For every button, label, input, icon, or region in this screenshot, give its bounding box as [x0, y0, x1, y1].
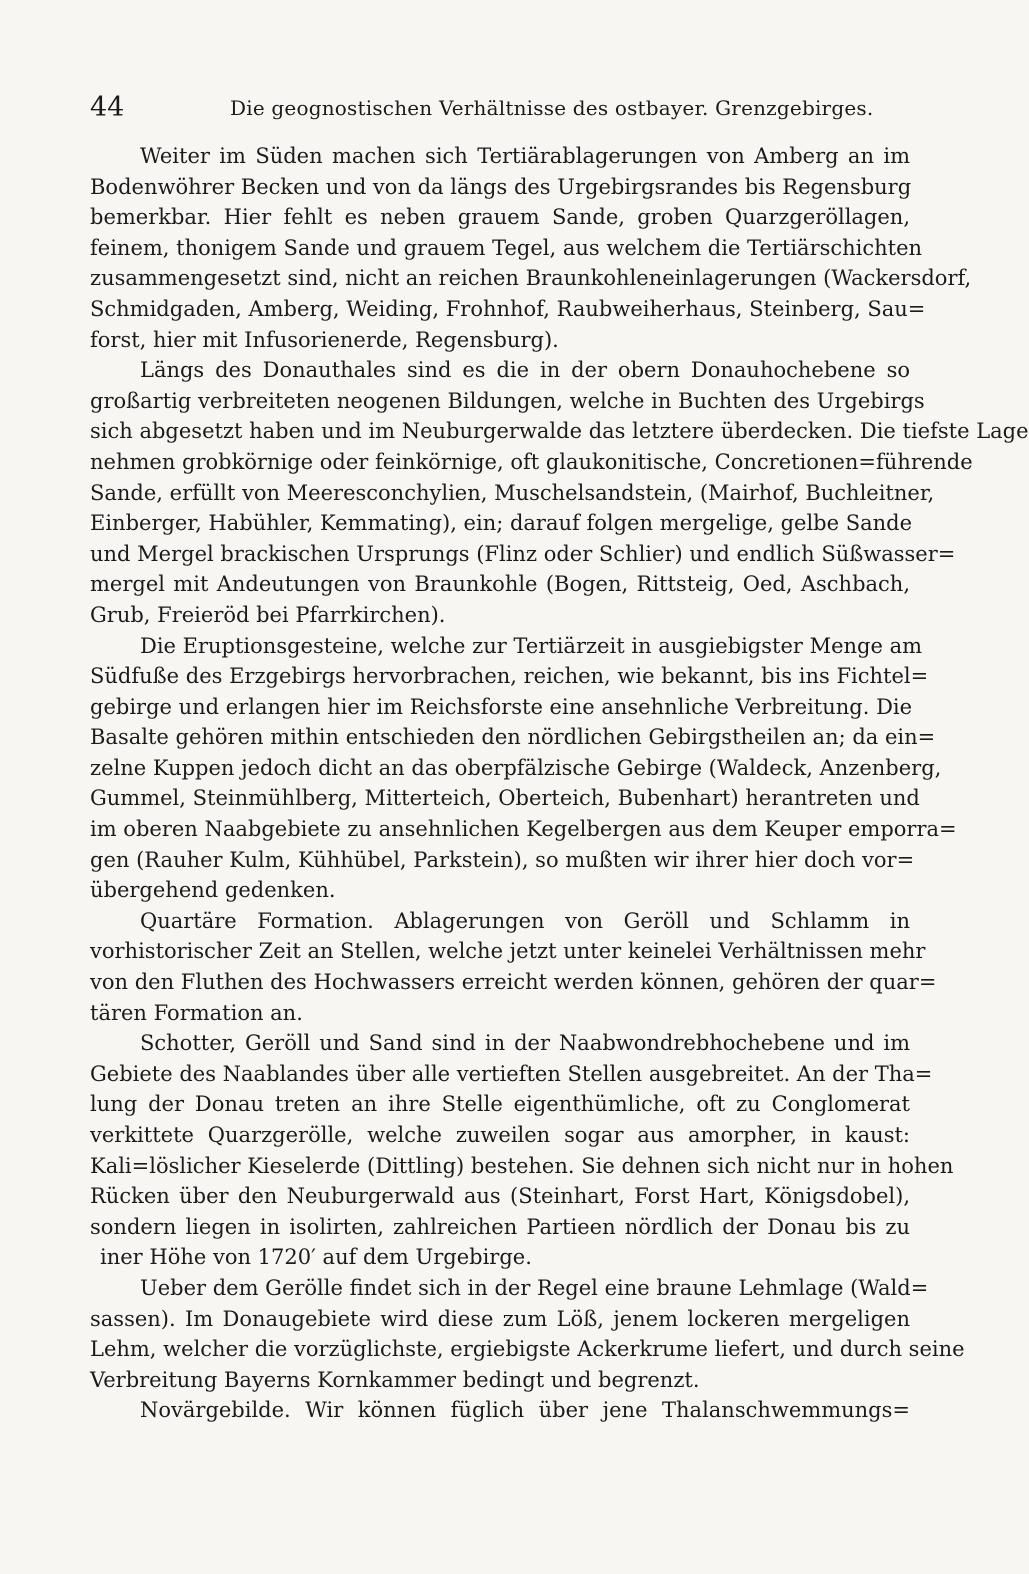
text-line: lung der Donau treten an ihre Stelle eigenthümliche, oft zu Conglomerat [90, 1092, 910, 1117]
text-line: tären Formation an. [90, 1000, 303, 1025]
body-text [90, 141, 1029, 1426]
text-line: mergel mit Andeutungen von Braunkohle (Bogen, Rittsteig, Oed, Aschbach, [90, 572, 910, 597]
text-line: iner Höhe von 1720′ auf dem Urgebirge. [100, 1245, 532, 1270]
text-line: Schotter, Geröll und Sand sind in der Naabwondrebhochebene und im [140, 1031, 910, 1056]
text-line: und Mergel brackischen Ursprungs (Flinz oder Schlier) und endlich Süßwasser= [90, 541, 956, 566]
text-line: Ueber dem Gerölle findet sich in der Regel eine braune Lehmlage (Wald= [140, 1275, 929, 1300]
text-line: Längs des Donauthales sind es die in der obern Donauhochebene so [140, 358, 910, 383]
running-head: Die geognostischen Verhältnisse des ostbayer. Grenzgebirges. [230, 96, 874, 120]
text-line: feinem, thonigem Sande und grauem Tegel, aus welchem die Tertiärschichten [90, 235, 923, 260]
text-line: gen (Rauher Kulm, Kühhübel, Parkstein), so mußten wir ihrer hier doch vor= [90, 847, 915, 872]
page-header [90, 88, 910, 128]
text-line: Schmidgaden, Amberg, Weiding, Frohnhof, Raubweiherhaus, Steinberg, Sau= [90, 296, 926, 321]
text-line: zelne Kuppen jedoch dicht an das oberpfälzische Gebirge (Waldeck, Anzenberg, [90, 755, 942, 780]
text-line: Einberger, Habühler, Kemmating), ein; darauf folgen mergelige, gelbe Sande [90, 511, 913, 536]
text-line: vorhistorischer Zeit an Stellen, welche jetzt unter keinelei Verhältnissen mehr [90, 939, 926, 964]
text-line: Südfuße des Erzgebirgs hervorbrachen, reichen, wie bekannt, bis ins Fichtel= [90, 664, 929, 689]
section-heading-line: Novärgebilde. Wir können füglich über jene Thalanschwemmungs= [140, 1398, 910, 1423]
text-line: Bodenwöhrer Becken und von da längs des Urgebirgsrandes bis Regensburg [90, 174, 912, 199]
text-line: Die Eruptionsgesteine, welche zur Tertiärzeit in ausgiebigster Menge am [140, 633, 923, 658]
text-line: gebirge und erlangen hier im Reichsforste eine ansehnliche Verbreitung. Die [90, 694, 913, 719]
text-line: Kali=löslicher Kieselerde (Dittling) bestehen. Sie dehnen sich nicht nur in hohen [90, 1153, 954, 1178]
text-line: sondern liegen in isolirten, zahlreichen Partieen nördlich der Donau bis zu [90, 1214, 910, 1239]
text-line: bemerkbar. Hier fehlt es neben grauem Sande, groben Quarzgeröllagen, [90, 205, 910, 230]
text-line: Gummel, Steinmühlberg, Mitterteich, Oberteich, Bubenhart) herantreten und [90, 786, 920, 811]
text-line: Basalte gehören mithin entschieden den nördlichen Gebirgstheilen an; da ein= [90, 725, 936, 750]
text-line: Sande, erfüllt von Meeresconchylien, Muschelsandstein, (Mairhof, Buchleitner, [90, 480, 935, 505]
page-number: 44 [90, 92, 125, 123]
text-line: Grub, Freieröd bei Pfarrkirchen). [90, 602, 446, 627]
text-line: übergehend gedenken. [90, 878, 336, 903]
text-line: großartig verbreiteten neogenen Bildungen, welche in Buchten des Urgebirgs [90, 388, 925, 413]
text-line: sassen). Im Donaugebiete wird diese zum Löß, jenem lockeren mergeligen [90, 1306, 910, 1331]
text-line: Verbreitung Bayerns Kornkammer bedingt und begrenzt. [90, 1367, 700, 1392]
text-line: Rücken über den Neuburgerwald aus (Steinhart, Forst Hart, Königsdobel), [90, 1184, 910, 1209]
text-line: im oberen Naabgebiete zu ansehnlichen Kegelbergen aus dem Keuper emporra= [90, 817, 957, 842]
text-line: zusammengesetzt sind, nicht an reichen Braunkohleneinlagerungen (Wackersdorf, [90, 266, 972, 291]
text-line: nehmen grobkörnige oder feinkörnige, oft glaukonitische, Concretionen=führende [90, 449, 973, 474]
text-line: Weiter im Süden machen sich Tertiärablagerungen von Amberg an im [140, 144, 910, 168]
section-heading-line: Quartäre Formation. Ablagerungen von Geröll und Schlamm in [140, 908, 910, 933]
text-line: sich abgesetzt haben und im Neuburgerwalde das letztere überdecken. Die tiefste Lage [90, 419, 1029, 444]
text-line: Lehm, welcher die vorzüglichste, ergiebigste Ackerkrume liefert, und durch seine [90, 1337, 965, 1362]
text-line: verkittete Quarzgerölle, welche zuweilen sogar aus amorpher, in kaust: [90, 1123, 910, 1147]
text-line: forst, hier mit Infusorienerde, Regensburg). [90, 327, 559, 352]
text-line: Gebiete des Naablandes über alle vertieften Stellen ausgebreitet. An der Tha= [90, 1061, 933, 1086]
text-line: von den Fluthen des Hochwassers erreicht werden können, gehören der quar= [90, 970, 937, 995]
